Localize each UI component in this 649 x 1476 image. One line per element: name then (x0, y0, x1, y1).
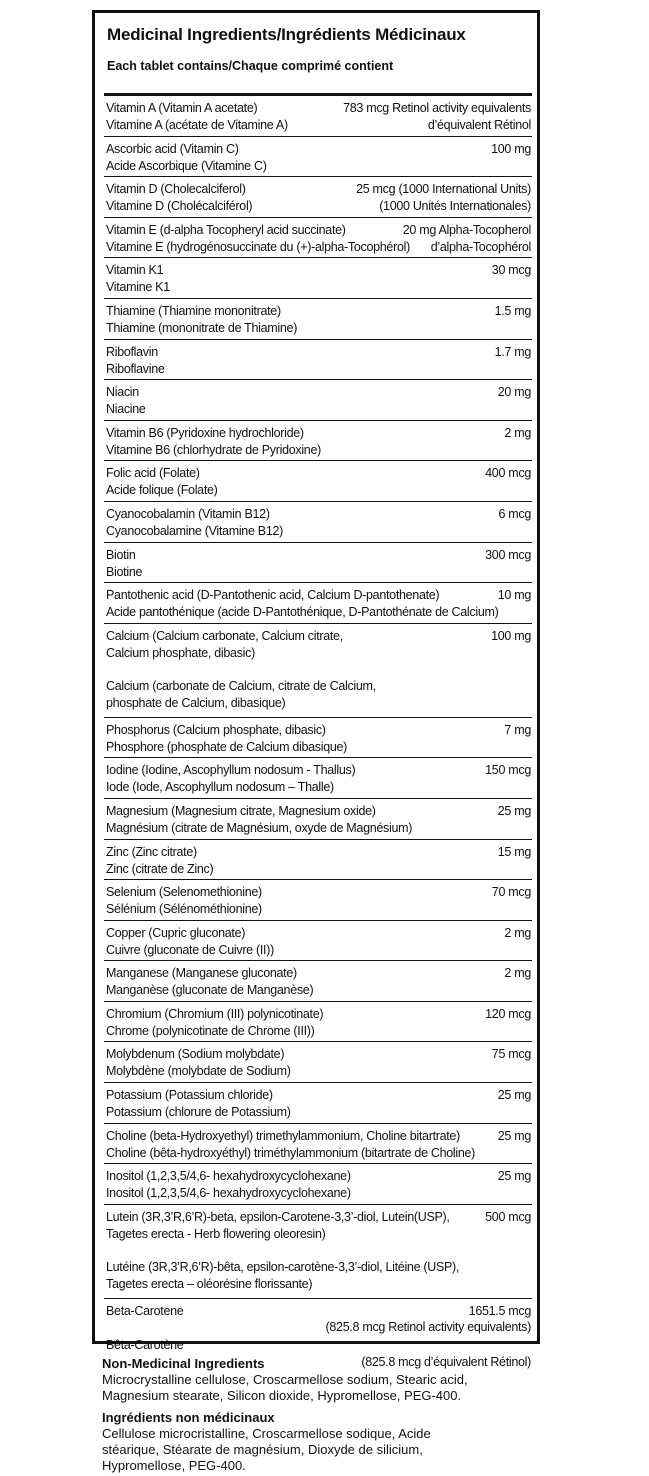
ingredient-amount-line-1: 2 mg (504, 425, 531, 440)
ingredient-name-line-2: Riboflavine (106, 361, 165, 376)
non-medicinal-title-en: Non-Medicinal Ingredients (102, 1356, 265, 1371)
non-medicinal-text-en-2: Magnesium stearate, Silicon dioxide, Hypromellose, PEG-400. (102, 1388, 462, 1403)
ingredient-amount-line-1: 25 mcg (1000 International Units) (356, 182, 531, 197)
ingredient-amount-line-1: 1651.5 mcg (468, 1303, 531, 1318)
ingredient-name-line-1: Lutein (3R,3’R,6’R)-beta, epsilon-Carotene-3,3’-diol, Lutein(USP), (106, 1209, 450, 1224)
ingredient-amount-line-1: 1.5 mg (494, 303, 531, 318)
ingredient-row (104, 137, 532, 178)
ingredient-amount-line-1: 783 mcg Retinol activity equivalents (343, 101, 531, 115)
ingredient-name-line-1: Chromium (Chromium (III) polynicotinate) (106, 1006, 324, 1021)
ingredient-name-line-1: Zinc (Zinc citrate) (106, 844, 197, 859)
ingredient-row (104, 961, 532, 1002)
ingredient-name-line-1: Ascorbic acid (Vitamin C) (106, 141, 239, 156)
ingredient-name-line-1: Molybdenum (Sodium molybdate) (106, 1047, 285, 1062)
non-medicinal-text-fr-3: Hypromellose, PEG-400. (102, 1458, 246, 1473)
ingredient-row (104, 380, 532, 421)
ingredient-name-line-1: Iodine (Iodine, Ascophyllum nodosum - Thallus) (106, 763, 356, 778)
ingredient-amount-line-1: 2 mg (504, 966, 531, 981)
ingredient-name-line-3: Lutéine (3R,3’R,6’R)-bêta, epsilon-carotène-3,3’-diol, Litéine (USP), (106, 1259, 460, 1274)
ingredient-amount-line-1: 100 mg (491, 141, 531, 156)
ingredient-name-line-1: Calcium (Calcium carbonate, Calcium citrate, (106, 628, 343, 643)
ingredient-name-line-2: Vitamine K1 (106, 280, 170, 295)
ingredient-row (104, 421, 532, 462)
ingredient-row (104, 461, 532, 502)
ingredient-name-line-2: Niacine (106, 402, 146, 417)
ingredient-row (104, 258, 532, 299)
ingredient-amount-line-1: 30 mcg (491, 263, 531, 278)
ingredient-row (104, 840, 532, 881)
ingredient-name-line-1: Folic acid (Folate) (106, 466, 200, 481)
ingredient-name-line-1: Choline (beta-Hydroxyethyl) trimethylammonium, Choline bitartrate) (106, 1128, 460, 1143)
ingredient-row (104, 218, 532, 259)
non-medicinal-text-fr-1: Cellulose microcristalline, Croscarmellose sodique, Acide (102, 1426, 431, 1441)
ingredient-name-line-2: Calcium phosphate, dibasic) (106, 645, 255, 660)
ingredient-row (104, 718, 532, 759)
ingredient-name-line-1: Magnesium (Magnesium citrate, Magnesium oxide) (106, 803, 376, 818)
ingredient-row (104, 1042, 532, 1083)
ingredient-amount-line-1: 25 mg (497, 803, 531, 818)
non-medicinal-text-fr-2: stéarique, Stéarate de magnésium, Dioxyde de silicium, (102, 1442, 423, 1457)
ingredient-name-line-1: Vitamin E (d-alpha Tocopheryl acid succinate) (106, 222, 346, 237)
ingredient-amount-line-1: 70 mcg (491, 885, 531, 900)
ingredient-row (104, 502, 532, 543)
ingredient-name-line-1: Thiamine (Thiamine mononitrate) (106, 303, 281, 318)
ingredient-name-line-2: Cuivre (gluconate de Cuivre (II)) (106, 942, 274, 957)
ingredient-name-line-1: Inositol (1,2,3,5/4,6- hexahydroxycyclohexane) (106, 1169, 351, 1184)
ingredient-row (104, 921, 532, 962)
ingredient-name-line-2: Chrome (polynicotinate de Chrome (III)) (106, 1023, 315, 1038)
ingredient-name-line-2: Sélénium (Sélénométhionine) (106, 902, 262, 917)
ingredient-row (104, 177, 532, 218)
ingredient-amount-line-1: 10 mg (497, 588, 531, 603)
ingredient-name-line-2: Iode (Iode, Ascophyllum nodosum – Thalle) (106, 780, 334, 795)
ingredient-row (104, 583, 532, 624)
ingredient-name-line-1: Biotin (106, 547, 136, 562)
ingredient-row (104, 340, 532, 381)
ingredient-amount-line-1: 7 mg (504, 722, 531, 737)
ingredient-amount-line-1: 100 mg (491, 628, 531, 643)
ingredient-name-line-2: Molybdène (molybdate de Sodium) (106, 1064, 291, 1079)
non-medicinal-text-en-1: Microcrystalline cellulose, Croscarmellose sodium, Stearic acid, (102, 1372, 468, 1387)
panel-subtitle: Each tablet contains/Chaque comprimé contient (107, 59, 394, 73)
ingredient-row (104, 543, 532, 584)
ingredient-name-line-2: Acide folique (Folate) (106, 483, 218, 498)
ingredient-name-line-4: Tagetes erecta – oléorésine florissante) (106, 1276, 313, 1291)
ingredient-amount-line-2: (1000 Unités Internationales) (379, 199, 531, 214)
ingredient-amount-line-1: 20 mg Alpha-Tocopherol (402, 222, 531, 237)
ingredient-amount-line-1: 400 mcg (485, 466, 531, 481)
ingredient-name-line-1: Beta-Carotene (106, 1303, 184, 1318)
ingredients-table (104, 96, 532, 1375)
ingredient-amount-line-1: 20 mg (497, 385, 531, 400)
ingredient-row (104, 758, 532, 799)
ingredient-row (104, 1124, 532, 1165)
ingredient-name-line-1: Manganese (Manganese gluconate) (106, 966, 297, 981)
panel-title: Medicinal Ingredients/Ingrédients Médicinaux (107, 25, 466, 44)
ingredient-amount-line-4: (825.8 mcg d’équivalent Rétinol) (361, 1354, 531, 1369)
ingredient-amount-line-1: 120 mcg (485, 1006, 531, 1021)
ingredient-name-line-4: phosphate de Calcium, dibasique) (106, 695, 286, 710)
ingredient-amount-line-2: (825.8 mcg Retinol activity equivalents) (325, 1319, 531, 1334)
ingredient-name-line-2: Acide pantothénique (acide D-Pantothénique, D-Pantothénate de Calcium) (106, 605, 499, 620)
ingredient-name-line-1: Potassium (Potassium chloride) (106, 1088, 273, 1103)
ingredient-name-line-1: Vitamin D (Cholecalciferol) (106, 182, 246, 197)
ingredient-name-line-2: Magnésium (citrate de Magnésium, oxyde de Magnésium) (106, 820, 413, 835)
ingredient-amount-line-1: 25 mg (497, 1088, 531, 1103)
ingredient-name-line-1: Niacin (106, 385, 139, 400)
ingredient-row (104, 299, 532, 340)
ingredient-amount-line-1: 2 mg (504, 925, 531, 940)
ingredient-name-line-2: Vitamine E (hydrogénosuccinate du (+)-alpha-Tocophérol) (106, 239, 410, 254)
ingredient-name-line-1: Riboflavin (106, 344, 158, 359)
ingredient-name-line-2: Zinc (citrate de Zinc) (106, 861, 214, 876)
ingredient-name-line-1: Phosphorus (Calcium phosphate, dibasic) (106, 722, 326, 737)
ingredient-amount-line-1: 75 mcg (491, 1047, 531, 1062)
ingredient-name-line-2: Tagetes erecta - Herb flowering oleoresin) (106, 1226, 326, 1241)
ingredient-name-line-2: Phosphore (phosphate de Calcium dibasique) (106, 739, 348, 754)
ingredient-name-line-2: Biotine (106, 564, 143, 579)
ingredient-name-line-3: Bêta-Carotène (106, 1337, 184, 1352)
ingredient-name-line-2: Vitamine A (acétate de Vitamine A) (106, 118, 288, 132)
ingredient-amount-line-1: 6 mcg (498, 506, 531, 521)
ingredient-row (104, 880, 532, 921)
ingredient-amount-line-1: 500 mcg (485, 1209, 531, 1224)
ingredient-row (104, 624, 532, 718)
ingredient-amount-line-1: 150 mcg (485, 763, 531, 778)
ingredient-row (104, 799, 532, 840)
ingredient-amount-line-1: 300 mcg (485, 547, 531, 562)
ingredient-name-line-2: Vitamine D (Cholécalciférol) (106, 199, 253, 214)
ingredient-amount-line-1: 15 mg (497, 844, 531, 859)
ingredient-amount-line-1: 25 mg (497, 1169, 531, 1184)
ingredient-name-line-2: Manganèse (gluconate de Manganèse) (106, 983, 314, 998)
ingredient-name-line-1: Pantothenic acid (D-Pantothenic acid, Calcium D-pantothenate) (106, 588, 440, 603)
ingredient-name-line-2: Choline (bêta-hydroxyéthyl) triméthylammonium (bitartrate de Choline) (106, 1145, 476, 1160)
ingredient-name-line-2: Cyanocobalamine (Vitamine B12) (106, 523, 283, 538)
ingredient-amount-line-1: 1.7 mg (494, 344, 531, 359)
ingredient-name-line-2: Acide Ascorbique (Vitamine C) (106, 158, 267, 173)
ingredient-name-line-1: Copper (Cupric gluconate) (106, 925, 246, 940)
ingredient-row (104, 1205, 532, 1299)
ingredient-name-line-2: Potassium (chlorure de Potassium) (106, 1105, 291, 1120)
ingredient-name-line-1: Vitamin K1 (106, 263, 164, 278)
ingredient-name-line-1: Vitamin B6 (Pyridoxine hydrochloride) (106, 425, 304, 440)
ingredient-name-line-2: Vitamine B6 (chlorhydrate de Pyridoxine) (106, 442, 321, 457)
ingredient-amount-line-2: d’équivalent Rétinol (427, 118, 531, 132)
ingredient-name-line-3: Calcium (carbonate de Calcium, citrate de Calcium, (106, 678, 376, 693)
ingredient-amount-line-2: d’alpha-Tocophérol (430, 239, 531, 254)
ingredient-name-line-1: Cyanocobalamin (Vitamin B12) (106, 506, 270, 521)
ingredient-name-line-2: Inositol (1,2,3,5/4,6- hexahydroxycyclohexane) (106, 1186, 351, 1201)
ingredient-row (104, 1002, 532, 1043)
ingredient-row (104, 1164, 532, 1205)
ingredient-name-line-1: Vitamin A (Vitamin A acetate) (106, 101, 258, 115)
ingredient-row (104, 96, 532, 137)
non-medicinal-title-fr: Ingrédients non médicinaux (102, 1410, 275, 1425)
ingredient-name-line-1: Selenium (Selenomethionine) (106, 885, 262, 900)
ingredient-row (104, 1083, 532, 1124)
ingredient-amount-line-1: 25 mg (497, 1128, 531, 1143)
ingredient-name-line-2: Thiamine (mononitrate de Thiamine) (106, 320, 298, 335)
